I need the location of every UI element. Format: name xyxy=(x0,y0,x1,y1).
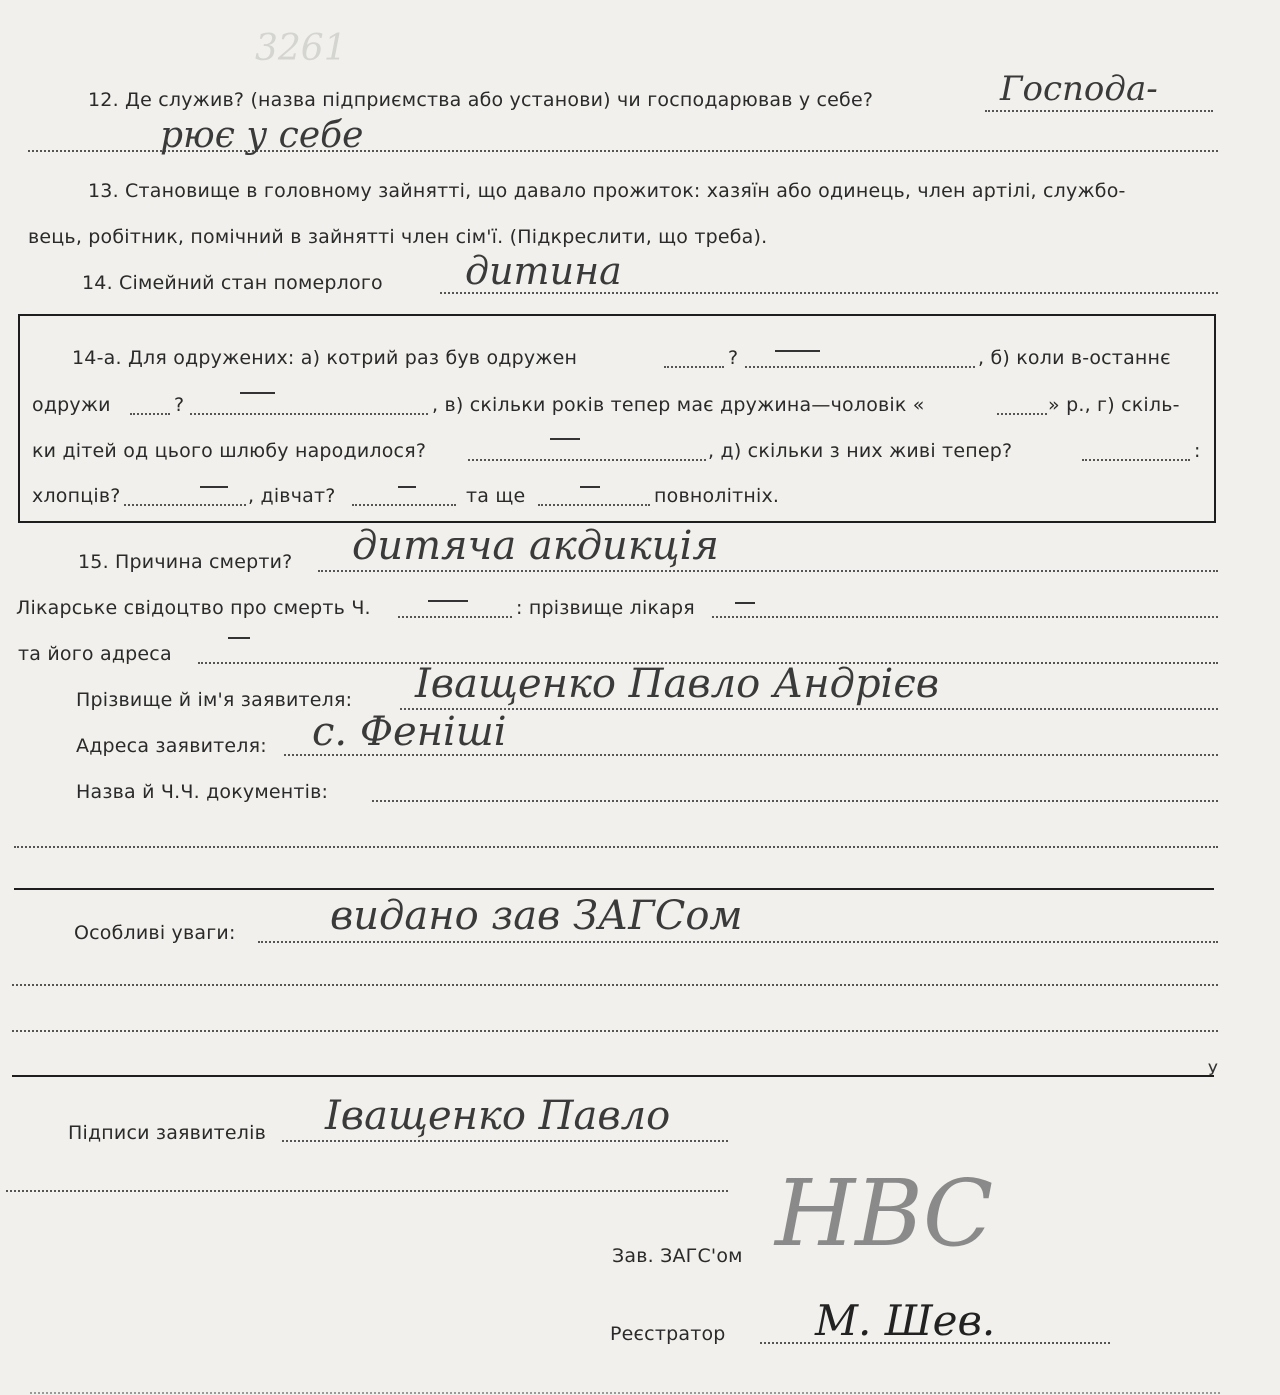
bottom-edge-line xyxy=(30,1392,1220,1394)
q14a-line-2a: одружи xyxy=(32,394,111,416)
q14a-alive-blank xyxy=(1082,459,1190,461)
q14a-line-3c: : xyxy=(1194,440,1201,462)
q14a-line-4d: повнолітніх. xyxy=(654,485,780,507)
q14a-dash-6 xyxy=(580,486,600,488)
q12-answer-handwritten: Господа- xyxy=(1000,69,1158,109)
q14a-girls-blank xyxy=(352,504,456,506)
section-divider-1 xyxy=(14,888,1214,890)
q14a-line-4b: , дівчат? xyxy=(248,485,336,507)
q14a-dash-3 xyxy=(550,438,580,440)
q14a-line-4c: та ще xyxy=(466,485,526,507)
special-notes-handwritten: видано зав ЗАГСом xyxy=(330,893,743,939)
q15-label: 15. Причина смерти? xyxy=(78,551,293,573)
applicant-signature-handwritten: Іващенко Павло xyxy=(325,1093,671,1139)
zags-head-label: Зав. ЗАГС'ом xyxy=(612,1245,743,1267)
registrar-signature: М. Шев. xyxy=(815,1296,996,1345)
special-notes-line-3 xyxy=(12,1030,1218,1032)
q14-label: 14. Сімейний стан померлого xyxy=(82,272,383,294)
q13-line-2: вець, робітник, помічний в зайнятті член сім'ї. (Підкреслити, що треба). xyxy=(28,226,768,248)
q14a-line-3b: , д) скільки з них живі тепер? xyxy=(708,440,1013,462)
q13-line-1: 13. Становище в головному зайнятті, що давало прожиток: хазяїн або одинець, член артілі, службо- xyxy=(88,180,1126,202)
section-divider-2 xyxy=(12,1075,1214,1077)
applicant-address-label: Адреса заявителя: xyxy=(76,735,267,757)
medical-certificate-label: Лікарське свідоцтво про смерть Ч. xyxy=(16,597,371,619)
medical-dash-1 xyxy=(428,600,468,602)
q14a-dash-4 xyxy=(200,486,228,488)
q14a-line-2-blank-b xyxy=(190,413,428,415)
q14a-spouse-age-blank xyxy=(997,413,1047,415)
archive-number-pencil: 3261 xyxy=(255,28,347,69)
applicant-name-label: Прізвище й ім'я заявителя: xyxy=(76,689,353,711)
q14-answer-handwritten: дитина xyxy=(465,249,622,293)
medical-dash-2 xyxy=(735,602,755,604)
q14a-line-3a: ки дітей од цього шлюбу народилося? xyxy=(32,440,427,462)
q15-answer-handwritten: дитяча акдикція xyxy=(352,523,719,569)
doctor-surname-label: : прізвище лікаря xyxy=(516,597,695,619)
special-notes-label: Особливі уваги: xyxy=(74,922,236,944)
medical-dash-3 xyxy=(228,637,250,639)
q12-answer-handwritten-2: рює у себе xyxy=(160,115,364,156)
medical-certificate-number-line xyxy=(398,616,512,618)
q14a-line-2c: , в) скільки років тепер має дружина—чоловік « xyxy=(432,394,925,416)
applicant-name-handwritten: Іващенко Павло Андрієв xyxy=(415,661,940,707)
q14a-line-1b: ? xyxy=(728,347,739,369)
documents-line-2 xyxy=(14,846,1218,848)
q14a-times-married-line xyxy=(664,366,724,368)
applicant-name-line xyxy=(400,708,1218,710)
q14a-married-box xyxy=(18,314,1216,523)
q14a-children-born-blank xyxy=(468,459,706,461)
q12-label: 12. Де служив? (назва підприємства або установи) чи господарював у себе? xyxy=(88,89,874,111)
q14a-adult-blank xyxy=(538,504,650,506)
q14a-line-2-blank-a xyxy=(130,413,170,415)
q14a-dash-2 xyxy=(240,392,275,394)
q14a-line-4a: хлопців? xyxy=(32,485,121,507)
q14a-line-1c: , б) коли в-останнє xyxy=(978,347,1171,369)
documents-line xyxy=(372,800,1218,802)
doctor-surname-line xyxy=(712,616,1218,618)
special-notes-line-2 xyxy=(12,984,1218,986)
special-notes-line xyxy=(258,941,1218,943)
q14a-dash-1 xyxy=(775,350,820,352)
q14a-line-2d: » р., г) скіль- xyxy=(1048,394,1180,416)
applicant-address-handwritten: с. Феніші xyxy=(312,709,507,755)
q15-answer-line xyxy=(318,570,1218,572)
documents-label: Назва й Ч.Ч. документів: xyxy=(76,781,329,803)
applicant-signatures-line-2 xyxy=(6,1190,728,1192)
q14a-line-2b: ? xyxy=(174,394,185,416)
q14a-line-1a: 14-а. Для одружених: а) котрий раз був одружен xyxy=(72,347,578,369)
zags-head-signature: НВС xyxy=(775,1160,994,1267)
corner-check-mark: У xyxy=(1208,1060,1218,1079)
q14a-dash-5 xyxy=(398,486,416,488)
doctor-address-label: та його адреса xyxy=(18,643,172,665)
q14a-boys-blank xyxy=(124,504,246,506)
q14a-line-1-blank xyxy=(745,366,975,368)
applicant-signatures-line xyxy=(282,1140,728,1142)
registrar-label: Реєстратор xyxy=(610,1323,726,1345)
q12-answer-line xyxy=(985,110,1213,112)
applicant-signatures-label: Підписи заявителів xyxy=(68,1122,267,1144)
